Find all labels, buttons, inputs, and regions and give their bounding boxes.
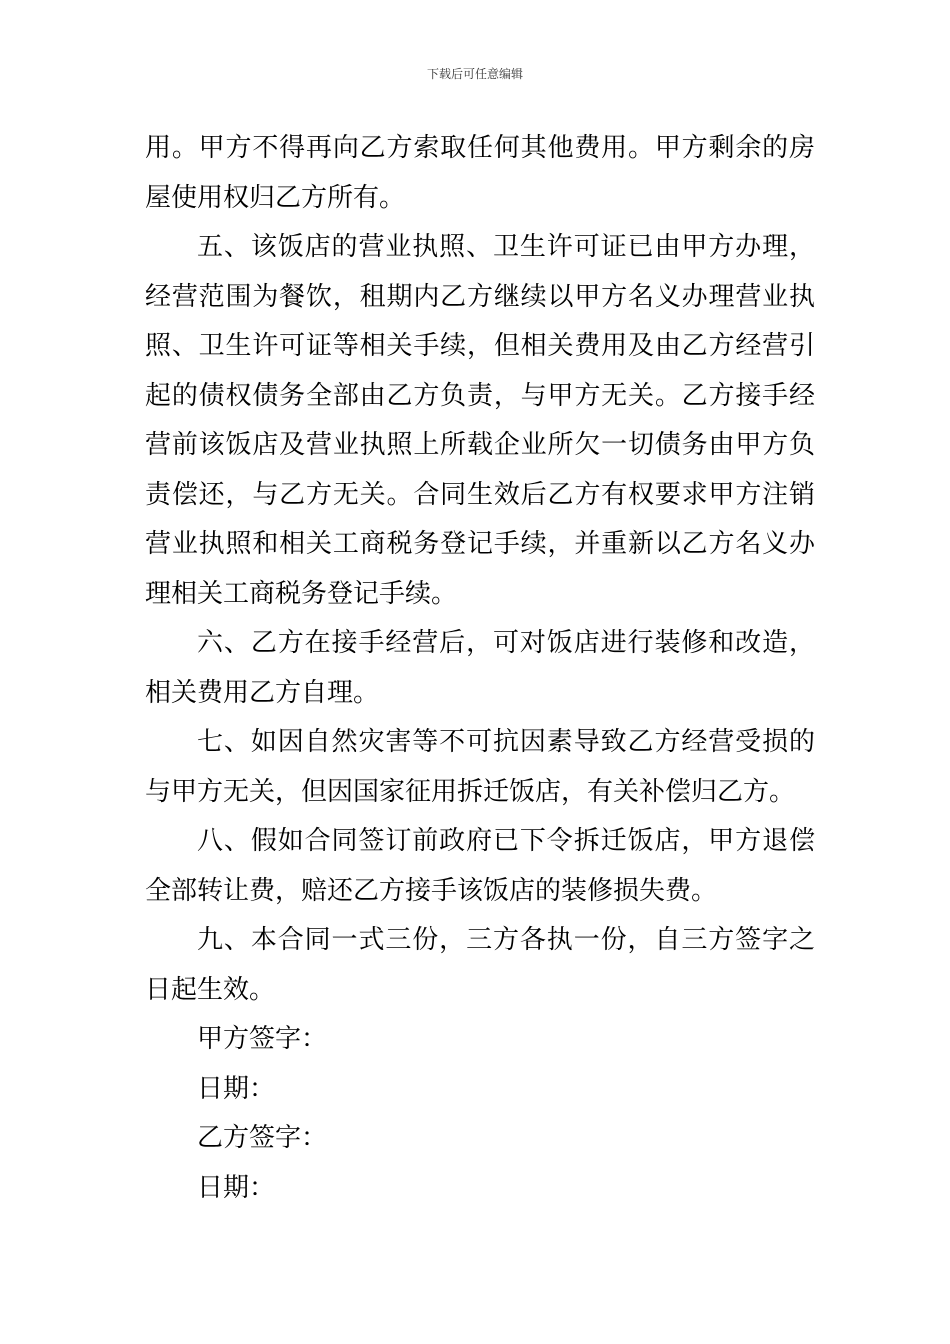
header-note: 下载后可任意编辑: [426, 67, 523, 81]
party-b-signature-label: 乙方签字：: [197, 1123, 328, 1153]
clause-six: 六、乙方在接手经营后，可对饭店进行装修和改造，相关费用乙方自理。: [145, 628, 815, 708]
party-a-date-label: 日期：: [197, 1073, 276, 1104]
document-body: [145, 124, 815, 1213]
party-a-signature-label: 甲方签字：: [197, 1024, 328, 1054]
clause-seven: 七、如因自然灾害等不可抗因素导致乙方经营受损的与甲方无关，但因国家征用拆迁饭店，有关补偿归乙方。: [145, 727, 815, 807]
clause-nine: 九、本合同一式三份，三方各执一份，自三方签字之日起生效。: [145, 925, 815, 1005]
clause-five: 五、该饭店的营业执照、卫生许可证已由甲方办理，经营范围为餐饮，租期内乙方继续以甲方名义办理营业执照、卫生许可证等相关手续，但相关费用及由乙方经营引起的债权债务全部由乙方负责，与甲方无关。乙方接手经营前该饭店及营业执照上所载企业所欠一切债务由甲方负责偿还，与乙方无关。合同生效后乙方有权要求甲方注销营业执照和相关工商税务登记手续，并重新以乙方名义办理相关工商税务登记手续。: [145, 232, 815, 609]
party-b-date-label: 日期：: [197, 1172, 276, 1203]
clause-eight: 八、假如合同签订前政府已下令拆迁饭店，甲方退偿全部转让费，赔还乙方接手该饭店的装修损失费。: [145, 826, 815, 906]
signature-block: [145, 1015, 815, 1213]
paragraph-continuation: 用。甲方不得再向乙方索取任何其他费用。甲方剩余的房屋使用权归乙方所有。: [145, 133, 815, 213]
